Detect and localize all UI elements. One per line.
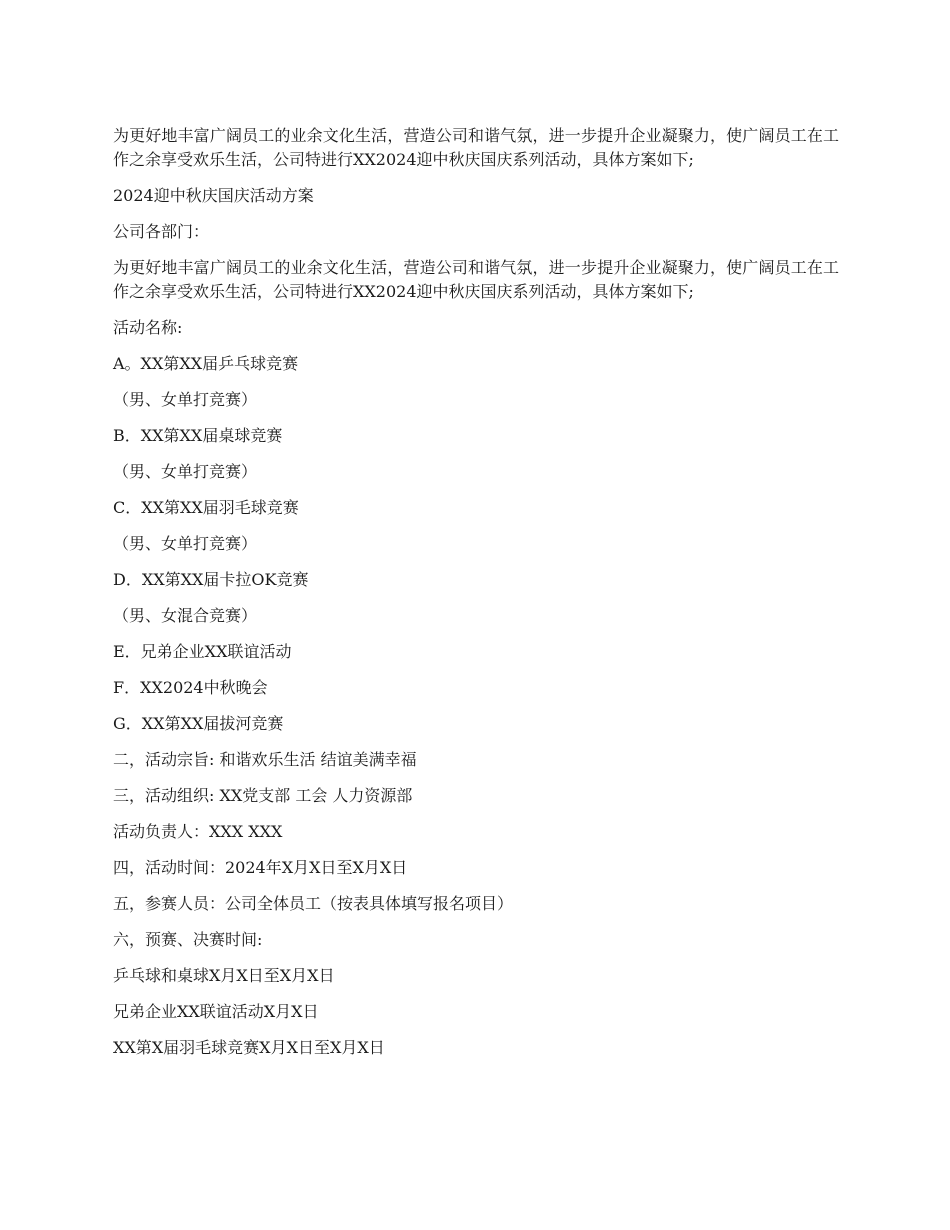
schedule-item-table-tennis-billiards: 乒乓球和桌球X月X日至X月X日 — [113, 966, 335, 985]
section-organization: 三，活动组织: XX党支部 工会 人力资源部 — [113, 786, 413, 805]
activity-item-a-note: （男、女单打竞赛） — [113, 390, 258, 409]
activity-item-b: B．XX第XX届桌球竞赛 — [113, 426, 283, 445]
activity-item-c-note: （男、女单打竞赛） — [113, 534, 258, 553]
activity-item-e: E．兄弟企业XX联谊活动 — [113, 642, 292, 661]
activity-item-f: F．XX2024中秋晚会 — [113, 678, 268, 697]
activity-item-a: A。XX第XX届乒乓球竞赛 — [113, 354, 299, 373]
activity-names-heading: 活动名称: — [113, 318, 183, 337]
purpose-paragraph: 为更好地丰富广阔员工的业余文化生活，营造公司和谐气氛，进一步提升企业凝聚力，使广阔员工在工作之余享受欢乐生活，公司特进行XX2024迎中秋庆国庆系列活动，具体方案如下; — [113, 258, 839, 301]
section-purpose: 二，活动宗旨: 和谐欢乐生活 结谊美满幸福 — [113, 750, 417, 769]
activity-item-d-note: （男、女混合竞赛） — [113, 606, 258, 625]
activity-item-b-note: （男、女单打竞赛） — [113, 462, 258, 481]
section-participants: 五，参赛人员：公司全体员工（按表具体填写报名项目） — [113, 894, 514, 913]
intro-paragraph: 为更好地丰富广阔员工的业余文化生活，营造公司和谐气氛，进一步提升企业凝聚力，使广阔员工在工作之余享受欢乐生活，公司特进行XX2024迎中秋庆国庆系列活动，具体方案如下; — [113, 126, 839, 169]
document-body — [113, 124, 839, 1072]
activity-item-d: D．XX第XX届卡拉OK竞赛 — [113, 570, 309, 589]
document-title: 2024迎中秋庆国庆活动方案 — [113, 186, 314, 205]
person-in-charge: 活动负责人：XXX XXX — [113, 822, 283, 841]
activity-item-g: G．XX第XX届拔河竞赛 — [113, 714, 284, 733]
section-schedule: 六，预赛、决赛时间: — [113, 930, 263, 949]
schedule-item-badminton: XX第X届羽毛球竞赛X月X日至X月X日 — [113, 1038, 385, 1057]
schedule-item-fellowship: 兄弟企业XX联谊活动X月X日 — [113, 1002, 319, 1021]
salutation: 公司各部门： — [113, 222, 210, 241]
section-time: 四，活动时间：2024年X月X日至X月X日 — [113, 858, 408, 877]
activity-item-c: C．XX第XX届羽毛球竞赛 — [113, 498, 299, 517]
